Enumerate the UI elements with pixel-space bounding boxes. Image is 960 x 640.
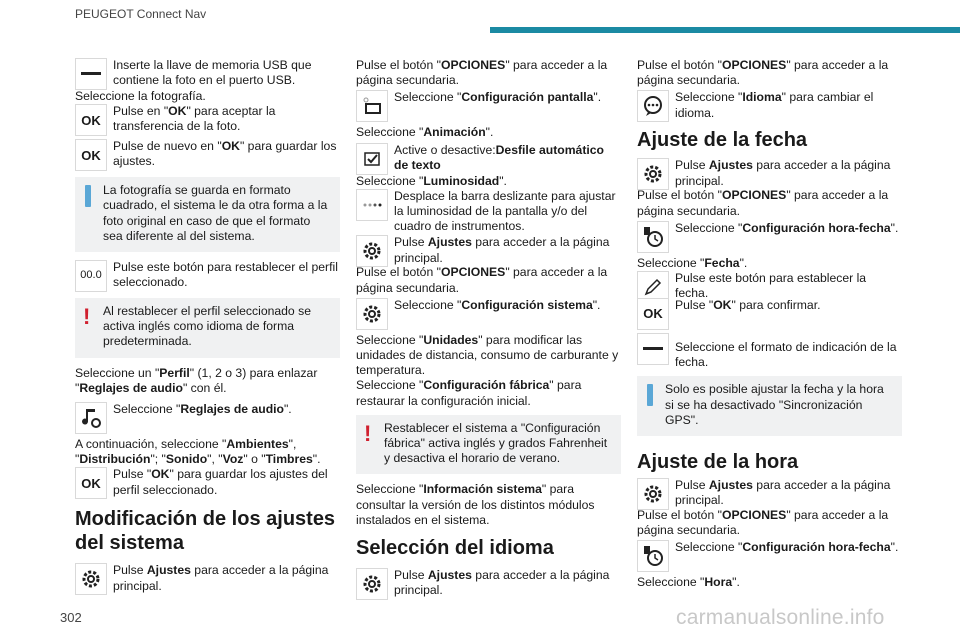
gear-icon bbox=[75, 563, 107, 595]
screen-brightness-icon bbox=[356, 90, 388, 122]
step-ok-2: OK Pulse de nuevo en "OK" para guardar los ajustes. bbox=[75, 139, 340, 171]
section-heading-fecha: Ajuste de la fecha bbox=[637, 129, 808, 152]
info-note: La fotografía se guarda en formato cuadrado, el sistema le da otra forma a la foto original en caso de que el formato sea diferente al del sistema. bbox=[75, 177, 340, 252]
section-heading: Modificación de los ajustes del sistema bbox=[75, 508, 336, 555]
step-reset: 00.0 Pulse este botón para restablecer el perfil seleccionado. bbox=[75, 260, 340, 292]
step-ok: OK Pulse "OK" para confirmar. bbox=[637, 298, 902, 330]
column-1 bbox=[75, 58, 340, 598]
step-sistema: Seleccione "Configuración sistema". bbox=[356, 298, 621, 330]
watermark: carmanualsonline.info bbox=[676, 606, 885, 629]
step-ajustes: Pulse Ajustes para acceder a la página principal. bbox=[356, 223, 621, 267]
page-number: 302 bbox=[60, 610, 82, 625]
step-usb: Inserte la llave de memoria USB que contiene la foto en el puerto USB. bbox=[75, 58, 340, 90]
ok-icon: OK bbox=[75, 139, 107, 171]
slider-dots-icon bbox=[356, 189, 388, 221]
checkbox-icon bbox=[356, 143, 388, 175]
music-settings-icon bbox=[75, 402, 107, 434]
opciones-text: Pulse el botón "OPCIONES" para acceder a la página secundaria. bbox=[637, 58, 889, 88]
clock-icon bbox=[637, 221, 669, 253]
step-ok-3: OK Pulse "OK" para guardar los ajustes del perfil seleccionado. bbox=[75, 467, 340, 499]
ok-icon: OK bbox=[75, 467, 107, 499]
informacion-text: Seleccione "Información sistema" para consultar la versión de los distintos módulos instalados en el sistema. bbox=[356, 482, 595, 527]
running-header: PEUGEOT Connect Nav bbox=[75, 7, 207, 21]
info-note: Solo es posible ajustar la fecha y la hora si se ha desactivado "Sincronización GPS". bbox=[637, 376, 902, 436]
gear-icon bbox=[637, 478, 669, 510]
step-ajustes: Pulse Ajustes para acceder a la página principal. bbox=[637, 158, 902, 190]
fabrica-text: Seleccione "Configuración fábrica" para restaurar la configuración inicial. bbox=[356, 378, 582, 408]
opciones-text-2: Pulse el botón "OPCIONES" para acceder a la página secundaria. bbox=[356, 265, 608, 295]
warning-note: ! Restablecer el sistema a "Configuración fábrica" activa inglés y grados Fahrenheit y desactiva el horario de verano. bbox=[356, 415, 621, 475]
info-icon bbox=[85, 185, 91, 207]
clock-icon bbox=[637, 540, 669, 572]
step-ok-1: OK Pulse en "OK" para aceptar la transferencia de la foto. bbox=[75, 104, 340, 136]
warning-note: ! Al restablecer el perfil seleccionado se activa inglés como idioma de forma predeterminada. bbox=[75, 298, 340, 358]
warning-icon: ! bbox=[83, 304, 91, 330]
fecha-text: Seleccione "Fecha". bbox=[637, 255, 748, 270]
ambientes-text: A continuación, seleccione "Ambientes", "Distribución"; "Sonido", "Voz" o "Timbres". bbox=[75, 437, 321, 467]
step-pantalla: Seleccione "Configuración pantalla". bbox=[356, 90, 621, 122]
reset-profile-icon: 00.0 bbox=[75, 260, 107, 292]
step-desfile: Active o desactive:Desfile automático de texto bbox=[356, 143, 621, 175]
animacion-text: Seleccione "Animación". bbox=[356, 125, 494, 140]
step-pen: Pulse este botón para establecer la fecha. bbox=[637, 271, 902, 303]
gear-icon bbox=[356, 298, 388, 330]
select-photo-text: Seleccione la fotografía. bbox=[75, 89, 206, 103]
column-3 bbox=[637, 58, 902, 597]
step-hora-fecha-2: Seleccione "Configuración hora-fecha". bbox=[637, 540, 902, 572]
gear-icon bbox=[356, 568, 388, 600]
step-slider: Desplace la barra deslizante para ajustar la luminosidad de la pantalla y/o del cuadro de instrumentos. bbox=[356, 189, 621, 235]
gear-icon bbox=[637, 158, 669, 190]
luminosidad-text: Seleccione "Luminosidad". bbox=[356, 173, 507, 188]
usb-slot-icon bbox=[75, 58, 107, 90]
gear-icon bbox=[356, 235, 388, 267]
step-audio: Seleccione "Reglajes de audio". bbox=[75, 402, 340, 434]
date-format-icon bbox=[637, 333, 669, 365]
step-idioma: Seleccione "Idioma" para cambiar el idioma. bbox=[637, 90, 902, 122]
ok-icon: OK bbox=[637, 298, 669, 330]
header-accent-bar bbox=[490, 27, 960, 33]
step-ajustes: Pulse Ajustes para acceder a la página principal. bbox=[356, 568, 621, 600]
opciones-text: Pulse el botón "OPCIONES" para acceder a la página secundaria. bbox=[356, 58, 608, 88]
ok-icon: OK bbox=[75, 104, 107, 136]
step-hora-fecha: Seleccione "Configuración hora-fecha". bbox=[637, 221, 902, 253]
hora-text: Seleccione "Hora". bbox=[637, 575, 740, 590]
info-icon bbox=[647, 384, 653, 406]
perfil-text: Seleccione un "Perfil" (1, 2 o 3) para enlazar "Reglajes de audio" con él. bbox=[75, 365, 318, 395]
section-heading: Selección del idioma bbox=[356, 537, 554, 560]
step-ajustes: Pulse Ajustes para acceder a la página principal. bbox=[75, 563, 340, 595]
step-ajustes: Pulse Ajustes para acceder a la página principal. bbox=[637, 478, 902, 510]
section-heading-hora: Ajuste de la hora bbox=[637, 451, 799, 474]
unidades-text: Seleccione "Unidades" para modificar las unidades de distancia, consumo de carburante y temperatura. bbox=[356, 332, 619, 378]
opciones-text-2: Pulse el botón "OPCIONES" para acceder a la página secundaria. bbox=[637, 188, 889, 218]
language-icon bbox=[637, 90, 669, 122]
warning-icon: ! bbox=[364, 420, 372, 446]
opciones-text-3: Pulse el botón "OPCIONES" para acceder a la página secundaria. bbox=[637, 508, 889, 538]
step-format: Seleccione el formato de indicación de la fecha. bbox=[637, 333, 902, 370]
column-2 bbox=[356, 58, 621, 603]
